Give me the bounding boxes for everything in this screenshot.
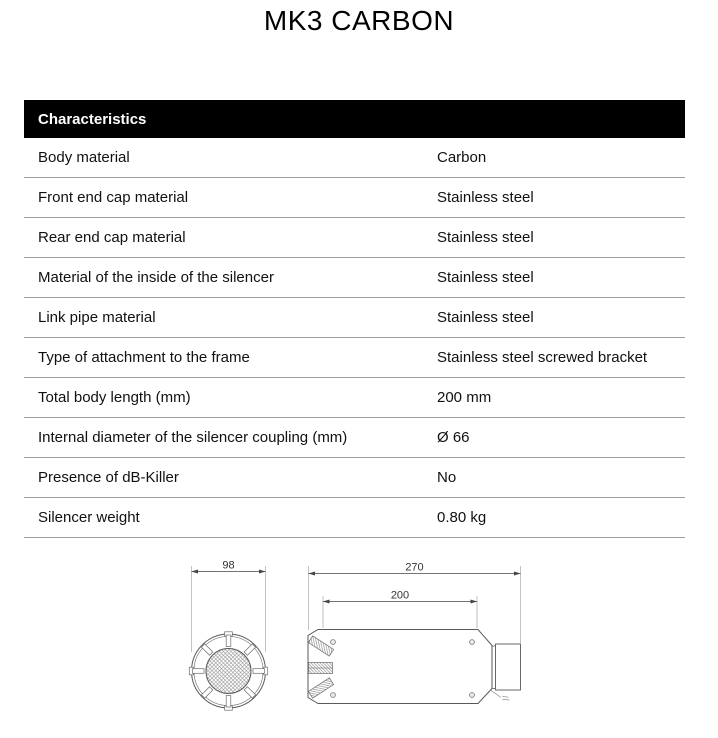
page-title: MK3 CARBON: [263, 5, 455, 36]
spec-label: Internal diameter of the silencer coupling (mm): [38, 429, 348, 446]
spec-label: Rear end cap material: [38, 229, 186, 246]
spec-value: 200 mm: [437, 389, 492, 406]
dim-front-width: 98: [222, 559, 235, 572]
side-view: [308, 562, 521, 704]
silencer-dimension-drawing: [0, 545, 718, 733]
spec-value: Carbon: [437, 149, 487, 166]
characteristics-header: [24, 100, 685, 138]
spec-row-body-material: [24, 138, 685, 178]
spec-label: Type of attachment to the frame: [38, 349, 250, 366]
spec-label: Presence of dB-Killer: [38, 469, 179, 486]
spec-label: Total body length (mm): [38, 389, 191, 406]
spec-value: Stainless steel screwed bracket: [437, 349, 648, 366]
spec-row-front-end-cap-material: [24, 178, 685, 218]
spec-value: Stainless steel: [437, 189, 534, 206]
spec-row-silencer-weight: [24, 498, 685, 538]
front-view: [189, 560, 267, 711]
spec-value: No: [437, 469, 457, 486]
dim-side-total-length: 270: [405, 561, 424, 574]
spec-row-attachment-type: [24, 338, 685, 378]
characteristics-table: [24, 100, 685, 538]
spec-value: Stainless steel: [437, 269, 534, 286]
spec-row-rear-end-cap-material: [24, 218, 685, 258]
technical-drawing: [0, 545, 718, 733]
spec-row-db-killer: [24, 458, 685, 498]
spec-value: 0.80 kg: [437, 509, 487, 526]
spec-value: Stainless steel: [437, 229, 534, 246]
spec-label: Material of the inside of the silencer: [38, 269, 274, 286]
spec-row-link-pipe-material: [24, 298, 685, 338]
spec-label: Front end cap material: [38, 189, 189, 206]
spec-row-internal-diameter: [24, 418, 685, 458]
spec-label: Link pipe material: [38, 309, 156, 326]
spec-row-total-body-length: [24, 378, 685, 418]
dim-side-body-length: 200: [390, 589, 410, 602]
spec-label: Body material: [38, 149, 130, 166]
small-leader-annotation: [491, 691, 510, 700]
spec-label: Silencer weight: [38, 509, 140, 526]
spec-row-inside-material: [24, 258, 685, 298]
characteristics-header-label: Characteristics: [38, 110, 147, 128]
spec-value: Ø 66: [437, 429, 470, 446]
spec-value: Stainless steel: [437, 309, 534, 326]
